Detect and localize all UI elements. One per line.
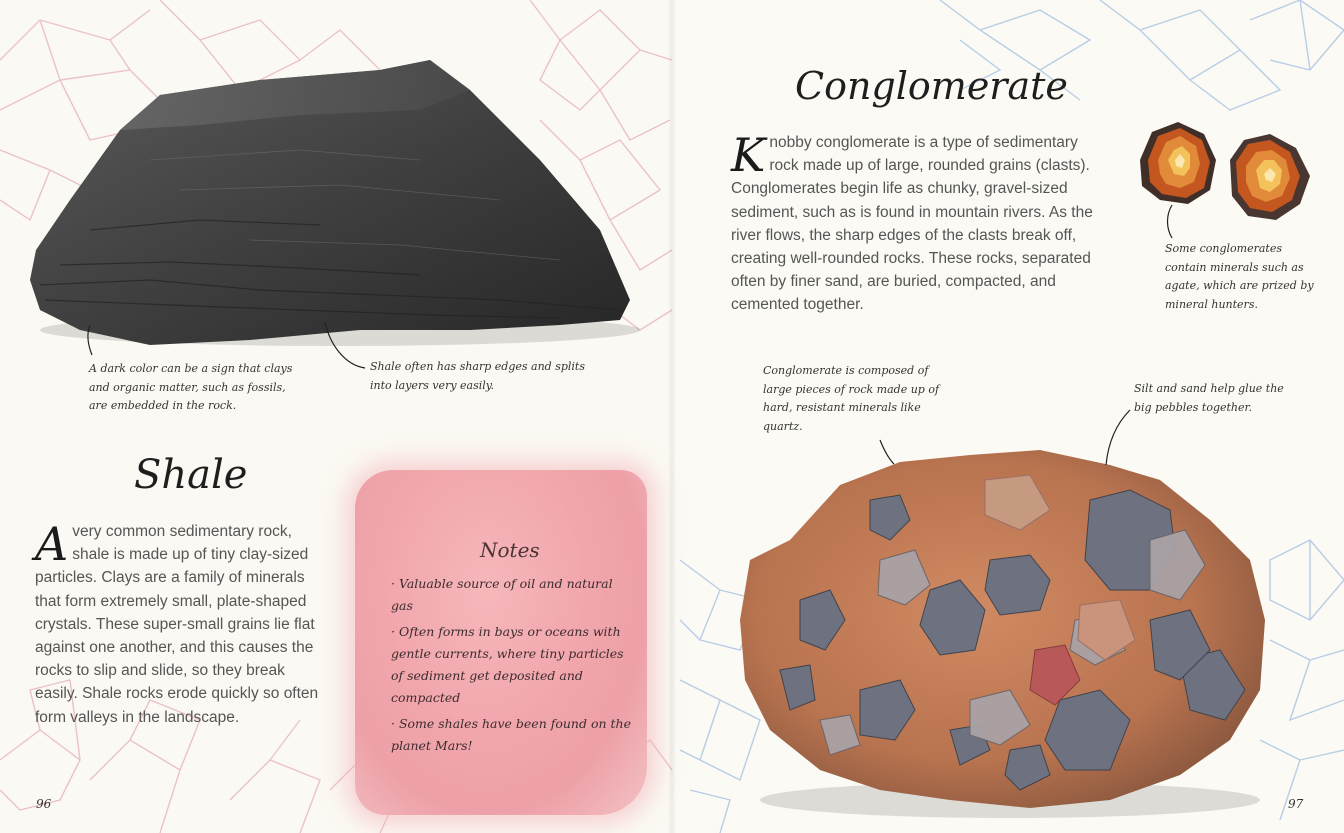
- conglomerate-dropcap: K: [731, 128, 766, 182]
- shale-body: [35, 517, 325, 729]
- conglomerate-title: Conglomerate: [795, 64, 1068, 108]
- shale-caption-sharp-edges: Shale often has sharp edges and splits into layers very easily.: [370, 360, 585, 392]
- conglomerate-caption-silt: Silt and sand help glue the big pebbles together.: [1134, 382, 1284, 414]
- page-number-right: 97: [1288, 797, 1304, 811]
- notes-item: · Often forms in bays or oceans with gentle currents, where tiny particles of sediment get deposited and compacted: [391, 624, 624, 705]
- notes-item: · Some shales have been found on the planet Mars!: [391, 716, 631, 753]
- notes-title: Notes: [480, 538, 540, 562]
- notes-list: [391, 573, 631, 761]
- shale-dropcap: A: [35, 517, 69, 571]
- conglomerate-body: [731, 128, 1101, 317]
- agate-caption: Some conglomerates contain minerals such as agate, which are prized by mineral hunters.: [1165, 242, 1314, 311]
- page-number-left: 96: [36, 797, 52, 811]
- book-gutter: [668, 0, 676, 833]
- notes-item: · Valuable source of oil and natural gas: [391, 576, 613, 613]
- arrow-icon: [880, 440, 894, 464]
- shale-body-text: very common sedimentary rock, shale is made up of tiny clay-sized particles. Clays are a family of minerals that form extremely small, plate-shaped crystals. These super-small grains lie flat against one another, and this causes the rocks to slip and slide, so they break easily. Shale rocks erode quickly so often form valleys in the landscape.: [35, 523, 319, 726]
- conglomerate-body-text: nobby conglomerate is a type of sedimentary rock made up of large, rounded grains (clasts). Conglomerates begin life as chunky, gravel-sized sediment, such as is found in mountain rivers. As the river flows, the sharp edges of the clasts break off, creating well-rounded rocks. These rocks, separated often by finer sand, are buried, compacted, and cemented together.: [731, 134, 1093, 314]
- arrow-icon: [1106, 410, 1130, 465]
- shale-title: Shale: [134, 452, 248, 498]
- shale-caption-dark-color: A dark color can be a sign that clays and organic matter, such as fossils, are embedded in the rock.: [89, 362, 293, 412]
- conglomerate-caption-quartz: Conglomerate is composed of large pieces of rock made up of hard, resistant minerals like quartz.: [763, 364, 940, 433]
